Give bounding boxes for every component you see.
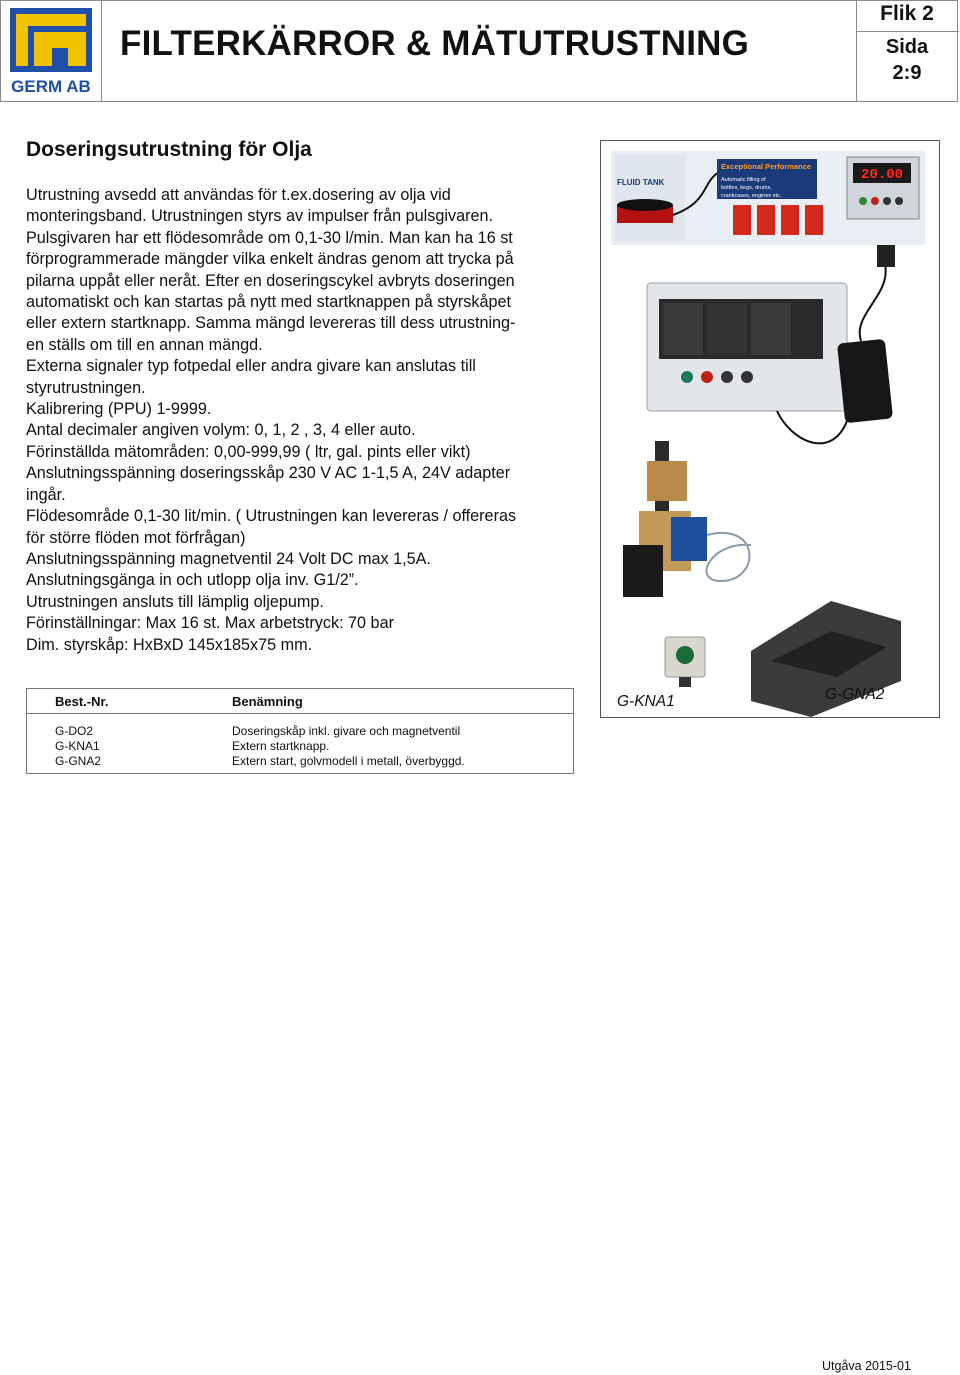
description-line: Flödesområde 0,1-30 lit/min. ( Utrustningen kan levereras / offereras bbox=[26, 507, 517, 526]
pulse-sensor bbox=[671, 517, 707, 561]
table-cell-article: G-KNA1 bbox=[55, 739, 100, 753]
caption-gkna1: G-KNA1 bbox=[617, 693, 675, 710]
svg-text:crankcases, engines etc.: crankcases, engines etc. bbox=[721, 193, 782, 199]
column-header-article: Best.-Nr. bbox=[55, 694, 109, 709]
banner-display-value: 20.00 bbox=[860, 167, 904, 183]
description-line: för större flöden mot förfrågan) bbox=[26, 528, 246, 547]
tab-label: Flik 2 bbox=[880, 2, 934, 25]
page-number: 2:9 bbox=[892, 62, 922, 84]
document-title: FILTERKÄRROR & MÄTUTRUSTNING bbox=[120, 24, 750, 63]
description-line: Pulsgivaren har ett flödesområde om 0,1-30 l/min. Man kan ha 16 st bbox=[26, 228, 513, 247]
description-line: Utrustningen ansluts till lämplig oljepump. bbox=[26, 592, 324, 611]
banner-title: Exceptional Performance bbox=[721, 162, 812, 171]
banner-left-text: FLUID TANK bbox=[617, 178, 665, 187]
column-header-description: Benämning bbox=[232, 694, 303, 709]
solenoid-valve bbox=[623, 545, 663, 597]
caption-ggna2: G-GNA2 bbox=[825, 686, 885, 703]
description-line: Kalibrering (PPU) 1-9999. bbox=[26, 400, 212, 419]
description-line: Anslutningsspänning doseringsskåp 230 V AC 1-1,5 A, 24V adapter bbox=[26, 464, 511, 483]
description-line: Antal decimaler angiven volym: 0, 1, 2 , 3, 4 eller auto. bbox=[26, 421, 416, 440]
description-line: Förinställningar: Max 16 st. Max arbetstryck: 70 bar bbox=[26, 614, 394, 633]
table-cell-description: Extern startknapp. bbox=[232, 739, 330, 753]
table-cell-article: G-GNA2 bbox=[55, 754, 102, 768]
description-line: en ställs om till en annan mängd. bbox=[26, 335, 263, 354]
logo-text: GERM AB bbox=[11, 77, 91, 96]
product-photo bbox=[600, 140, 940, 718]
description-line: styrutrustningen. bbox=[26, 378, 146, 397]
description-line: förprogrammerade mängder vilka enkelt ändras genom att trycka på bbox=[26, 250, 514, 269]
svg-text:bottles, kegs, drums,: bottles, kegs, drums, bbox=[721, 185, 772, 191]
description-line: ingår. bbox=[26, 485, 66, 504]
section-title: Doseringsutrustning för Olja bbox=[26, 138, 312, 161]
description-line: Utrustning avsedd att användas för t.ex.dosering av olja vid bbox=[26, 186, 451, 204]
description-line: eller extern startknapp. Samma mängd levereras till dess utrustning- bbox=[26, 314, 516, 333]
description-line: Förinställda mätområden: 0,00-999,99 ( ltr, gal. pints eller vikt) bbox=[26, 442, 471, 461]
description-line: Anslutningsgänga in och utlopp olja inv. G1/2”. bbox=[26, 571, 359, 590]
description-line: Anslutningsspänning magnetventil 24 Volt DC max 1,5A. bbox=[26, 549, 431, 568]
company-logo bbox=[10, 8, 92, 96]
order-table bbox=[26, 688, 574, 774]
description-line: pilarna uppåt eller neråt. Efter en doseringscykel avbryts doseringen bbox=[26, 271, 515, 290]
description-line: automatiskt och kan startas på nytt med startknappen på styrskåpet bbox=[26, 293, 511, 312]
svg-text:Automatic filling of: Automatic filling of bbox=[721, 177, 766, 183]
description-line: Dim. styrskåp: HxBxD 145x185x75 mm. bbox=[26, 635, 313, 654]
page-label: Sida bbox=[885, 36, 929, 58]
table-cell-article: G-DO2 bbox=[55, 724, 94, 738]
table-cell-description: Extern start, golvmodell i metall, överbyggd. bbox=[232, 754, 465, 768]
edition-label: Utgåva 2015-01 bbox=[822, 1359, 911, 1373]
table-cell-description: Doseringskåp inkl. givare och magnetventil bbox=[232, 724, 461, 738]
section-description bbox=[26, 185, 586, 656]
description-line: monteringsband. Utrustningen styrs av impulser från pulsgivaren. bbox=[26, 207, 493, 226]
description-line: Externa signaler typ fotpedal eller andra givare kan anslutas till bbox=[26, 357, 476, 376]
